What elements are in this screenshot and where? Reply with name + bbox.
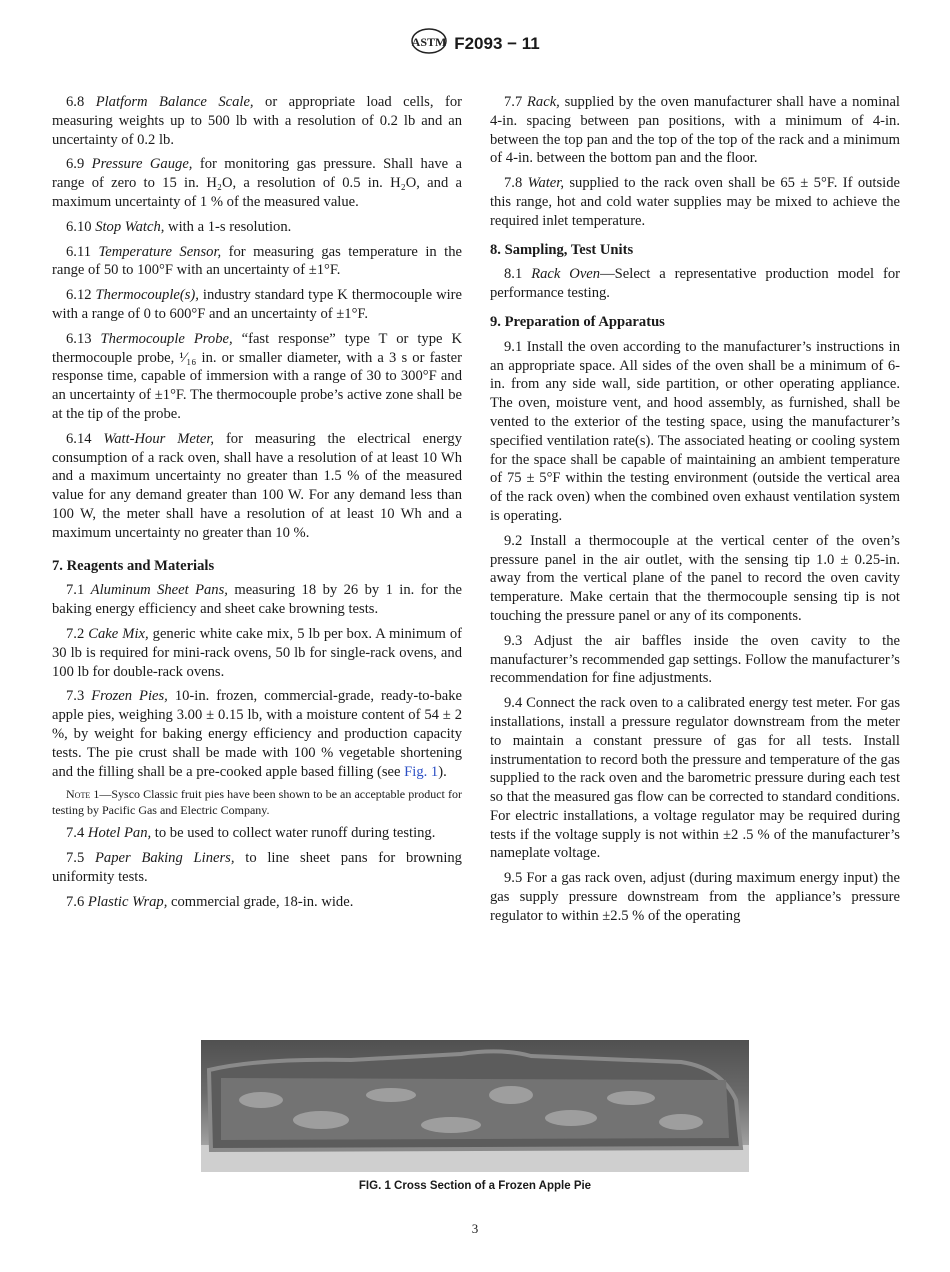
left-column xyxy=(52,93,462,917)
section-heading-9: 9. Preparation of Apparatus xyxy=(490,313,665,330)
paragraph-6-9: 6.9 Pressure Gauge, for monitoring gas pressure. Shall have a range of zero to 15 in. H₂O, a resolution of 0.5 in. H₂O, and a maximum uncertainty of 1 % of the measured value. xyxy=(52,156,462,210)
section-heading-8: 8. Sampling, Test Units xyxy=(490,241,634,258)
paragraph-6-14: 6.14 Watt-Hour Meter, for measuring the electrical energy consumption of a rack oven, shall have a resolution of at least 10 Wh and a maximum uncertainty no greater than 1.5 % of the measured value for any demand greater than 100 W. For any demand less than 100 W, the meter shall have a resolution of at least 10 Wh and a maximum uncertainty no greater than 10 %. xyxy=(52,430,462,541)
paragraph-7-1: 7.1 Aluminum Sheet Pans, measuring 18 by 26 by 1 in. for the baking energy efficiency and sheet cake browning tests. xyxy=(52,582,462,618)
paragraph-8-1: 8.1 Rack Oven—Select a representative production model for performance testing. xyxy=(490,266,900,302)
paragraph-6-12: 6.12 Thermocouple(s), industry standard type K thermocouple wire with a range of 0 to 600°F and an uncertainty of ±1°F. xyxy=(52,287,462,322)
paragraph-7-3: 7.3 Frozen Pies, 10-in. frozen, commercial-grade, ready-to-bake apple pies, weighing 3.00 ± 0.15 lb, with a moisture content of 54 ± 2 %, by weight for baking energy efficiency and production capacity tests. The pie crust shall be made with 100 % vegetable shortening and the filling shall be a pre-cooked apple based filling (see Fig. 1). xyxy=(52,688,462,780)
paragraph-7-8: 7.8 Water, supplied to the rack oven shall be 65 ± 5°F. If outside this range, hot and cold water supplies may be mixed to achieve the required inlet temperature. xyxy=(490,175,900,229)
right-column xyxy=(490,93,900,932)
paragraph-6-11: 6.11 Temperature Sensor, for measuring gas temperature in the range of 50 to 100°F with an uncertainty of ±1°F. xyxy=(52,243,462,279)
paragraph-7-2: 7.2 Cake Mix, generic white cake mix, 5 lb per box. A minimum of 30 lb is required for mini-rack ovens, 50 lb for single-rack ovens, and 100 lb for double-rack ovens. xyxy=(52,625,462,680)
designation: F2093 − 11 xyxy=(454,34,540,53)
section-heading-7: 7. Reagents and Materials xyxy=(52,557,215,574)
figure-caption: FIG. 1 Cross Section of a Frozen Apple Pie xyxy=(358,1180,592,1192)
paragraph-9-5: 9.5 For a gas rack oven, adjust (during maximum energy input) the gas supply pressure downstream from the appliance’s pressure regulator to within ±2.5 % of the operating xyxy=(490,870,900,924)
figure-1-photo xyxy=(201,1040,749,1172)
svg-text:ASTM: ASTM xyxy=(411,35,447,49)
figure-1-link[interactable]: Fig. 1 xyxy=(404,763,439,780)
paragraph-7-7: 7.7 Rack, supplied by the oven manufacturer shall have a nominal 4-in. spacing between pan positions, with a minimum of 4-in. between the top pan and the top of the top of the rack and a minimum of 4-in. between the bottom pan and the floor. xyxy=(490,94,900,167)
paragraph-9-3: 9.3 Adjust the air baffles inside the oven cavity to the manufacturer’s recommended gap settings. Follow the manufacturer’s recommendation for fine adjustments. xyxy=(490,632,900,687)
astm-logo-icon xyxy=(410,28,448,54)
note-1: Note 1—Sysco Classic fruit pies have been shown to be an acceptable product for testing by Pacific Gas and Electric Company. xyxy=(52,787,462,817)
paragraph-7-6: 7.6 Plastic Wrap, commercial grade, 18-in. wide. xyxy=(66,893,354,910)
paragraph-6-8: 6.8 Platform Balance Scale, or appropriate load cells, for measuring weights up to 500 lb with a resolution of 0.2 lb and an uncertainty of 0.2 lb. xyxy=(52,94,462,148)
paragraph-6-10: 6.10 Stop Watch, with a 1-s resolution. xyxy=(66,218,292,235)
page-number: 3 xyxy=(471,1221,479,1236)
paragraph-9-1: 9.1 Install the oven according to the manufacturer’s instructions in an appropriate space. All sides of the oven shall be a minimum of 6-in. from any side wall, side partition, or other operating appliance. The oven, moisture vent, and hood assembly, as furnished, shall be vented to the exterior of the testing space, using the manufacturer’s specified ventilation rate(s). The associated heating or cooling system for the space shall be capable of maintaining an ambient temperature of 75 ± 5°F within the testing environment (outside the vertical area of the rack oven) when the combined oven exhaust ventilation system is operating. xyxy=(490,338,900,524)
pie-cross-section-image xyxy=(201,1040,749,1172)
paragraph-7-5: 7.5 Paper Baking Liners, to line sheet pans for browning uniformity tests. xyxy=(52,850,462,885)
paragraph-9-4: 9.4 Connect the rack oven to a calibrated energy test meter. For gas installations, install a pressure regulator downstream from the meter to maintain a constant pressure of gas for all tests. Install instrumentation to record both the pressure and temperature of the gas supplied to the rack oven and the barometric pressure during each test so that the measured gas flow can be corrected to standard conditions. For electric installations, a voltage regulator may be required during tests if the voltage supply is not within ±2 .5 % of the manufacturer’s nameplate voltage. xyxy=(490,695,900,862)
paragraph-9-2: 9.2 Install a thermocouple at the vertical center of the oven’s pressure panel in the air outlet, with the sensing tip 1.0 ± 0.25-in. away from the vertical plane of the panel to record the oven cavity temperature. Make certain that the thermocouple sensing tip is not touching the pressure panel or any of its components. xyxy=(490,532,900,624)
paragraph-6-13: 6.13 Thermocouple Probe, “fast response” type T or type K thermocouple probe, ¹⁄₁₆ in. or smaller diameter, with a 3 s or faster response time, capable of immersion with a range of 30 to 300°F and an uncertainty of ±1°F. The thermocouple probe’s active zone shall be at the tip of the probe. xyxy=(52,330,462,422)
page-header xyxy=(0,28,950,54)
paragraph-7-4: 7.4 Hotel Pan, to be used to collect water runoff during testing. xyxy=(66,825,436,842)
